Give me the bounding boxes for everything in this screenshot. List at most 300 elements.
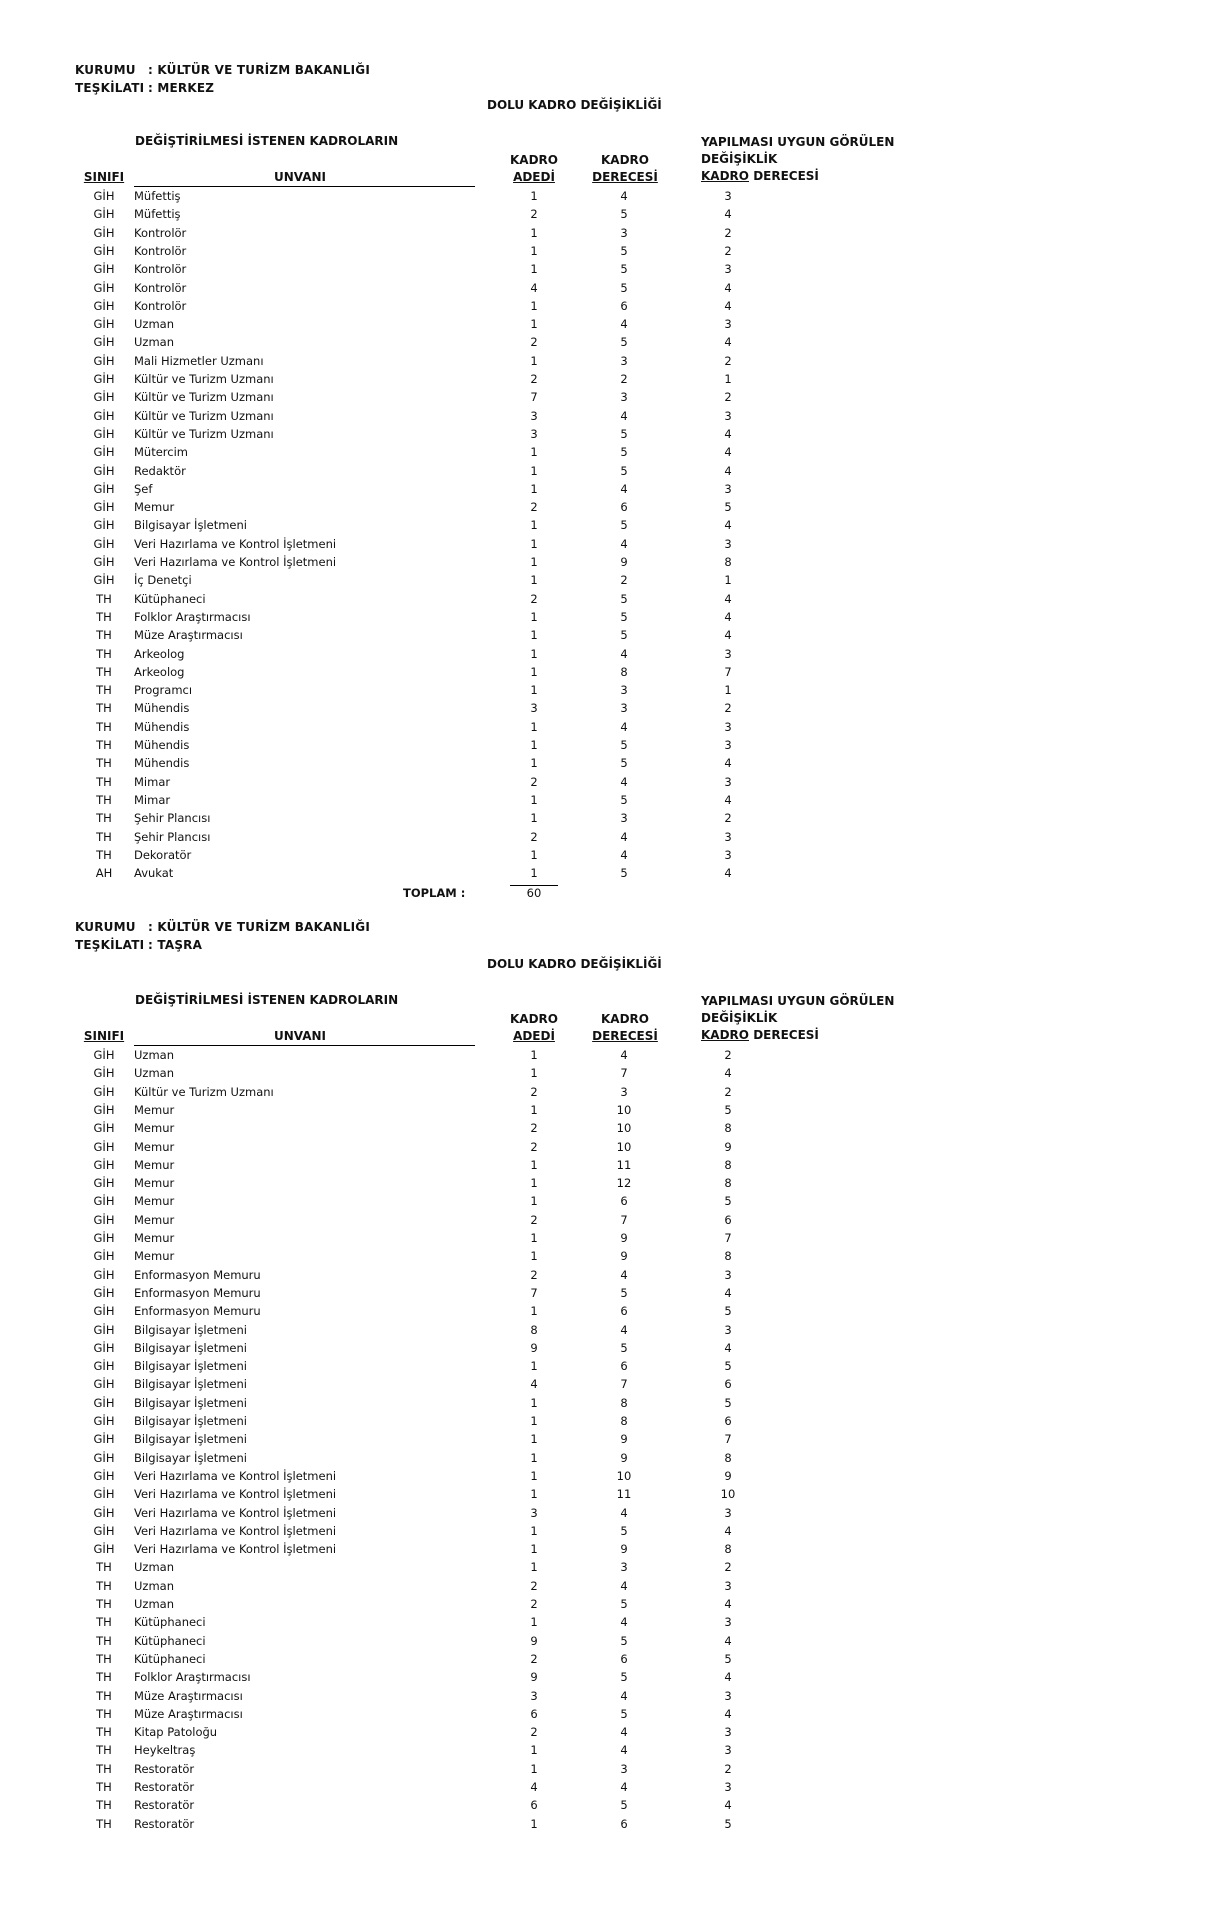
cell-kadro-derecesi: 5 (620, 280, 628, 295)
right-title-kadro: KADRO (701, 169, 749, 183)
cell-unvan: Heykeltraş (134, 1743, 196, 1758)
cell-kadro-adedi: 1 (530, 225, 538, 240)
cell-sinif: GİH (93, 1322, 115, 1337)
cell-kadro-derecesi: 4 (620, 847, 628, 862)
cell-kadro-derecesi: 5 (620, 591, 628, 606)
cell-kadro-derecesi: 8 (620, 1414, 628, 1428)
cell-sinif: GİH (93, 1377, 115, 1392)
cell-kadro-derecesi: 10 (616, 1139, 632, 1154)
cell-kadro-derecesi: 10 (616, 1102, 632, 1117)
cell-kadro-adedi: 3 (530, 426, 538, 441)
cell-kadro-adedi: 2 (530, 335, 538, 350)
cell-kadro-adedi: 1 (530, 189, 538, 203)
cell-yeni-derece: 2 (724, 390, 732, 405)
cell-sinif: GİH (93, 1048, 115, 1062)
cell-unvan: Bilgisayar İşletmeni (134, 1432, 247, 1447)
cell-sinif: AH (95, 866, 113, 881)
cell-sinif: TH (96, 756, 112, 771)
cell-yeni-derece: 4 (724, 756, 732, 771)
cell-unvan: Memur (134, 1231, 175, 1245)
col-header-derece (580, 1011, 670, 1045)
cell-kadro-adedi: 2 (530, 591, 538, 606)
cell-kadro-adedi: 1 (530, 1048, 538, 1062)
cell-kadro-derecesi: 3 (620, 683, 628, 698)
kurumu-value: : KÜLTÜR VE TURİZM BAKANLIĞI (148, 63, 371, 77)
cell-unvan: Veri Hazırlama ve Kontrol İşletmeni (134, 536, 337, 551)
cell-kadro-derecesi: 11 (616, 1487, 632, 1502)
cell-yeni-derece: 5 (724, 1304, 732, 1319)
cell-kadro-derecesi: 3 (620, 353, 628, 368)
cell-unvan: Mühendis (134, 719, 190, 734)
cell-kadro-derecesi: 4 (620, 1688, 628, 1703)
col-header-sinif: SINIFI (83, 1029, 125, 1043)
cell-kadro-derecesi: 4 (620, 1322, 628, 1337)
cell-unvan: Dekoratör (134, 847, 192, 862)
col-header-unvan: UNVANI (273, 1029, 327, 1043)
cell-kadro-derecesi: 5 (620, 426, 628, 441)
cell-yeni-derece: 4 (724, 1285, 732, 1300)
cell-yeni-derece: 1 (724, 372, 732, 386)
cell-yeni-derece: 2 (724, 1560, 732, 1575)
cell-sinif: TH (96, 719, 112, 734)
cell-unvan: Memur (134, 1176, 175, 1191)
col-header-adet-2: ADEDİ (513, 1029, 555, 1043)
kurumu-line (75, 63, 370, 77)
cell-sinif: GİH (93, 1304, 115, 1319)
cell-kadro-derecesi: 4 (620, 408, 628, 423)
cell-sinif: GİH (93, 1249, 115, 1264)
cell-yeni-derece: 3 (724, 262, 732, 277)
cell-kadro-adedi: 1 (530, 536, 538, 551)
col-header-unvan: UNVANI (273, 170, 327, 184)
teskilati-label: TEŞKİLATI (75, 81, 145, 95)
cell-yeni-derece: 4 (724, 792, 732, 807)
cell-yeni-derece: 2 (724, 811, 732, 826)
cell-yeni-derece: 4 (724, 1706, 732, 1721)
cell-yeni-derece: 4 (724, 463, 732, 478)
cell-kadro-derecesi: 5 (620, 1285, 628, 1300)
kurumu-value: : KÜLTÜR VE TURİZM BAKANLIĞI (148, 920, 371, 934)
cell-kadro-adedi: 1 (530, 1414, 538, 1428)
cell-sinif: GİH (93, 262, 115, 277)
cell-unvan: Kültür ve Turizm Uzmanı (134, 426, 274, 441)
col-header-adet (496, 1011, 572, 1045)
cell-unvan: Bilgisayar İşletmeni (134, 1414, 247, 1428)
cell-unvan: Restoratör (134, 1761, 195, 1776)
cell-unvan: Kontrolör (134, 243, 187, 258)
doc-title: DOLU KADRO DEĞİŞİKLİĞİ (487, 957, 662, 971)
cell-unvan: Veri Hazırlama ve Kontrol İşletmeni (134, 1542, 337, 1557)
cell-yeni-derece: 2 (724, 1084, 732, 1099)
cell-kadro-derecesi: 10 (616, 1121, 632, 1136)
cell-yeni-derece: 3 (724, 719, 732, 734)
col-header-adet (496, 152, 572, 186)
cell-sinif: GİH (93, 207, 115, 222)
teskilati-label: TEŞKİLATI (75, 938, 145, 952)
cell-yeni-derece: 3 (724, 408, 732, 423)
cell-unvan: Arkeolog (134, 646, 185, 661)
cell-sinif: GİH (93, 536, 115, 551)
col-header-sinif: SINIFI (83, 170, 125, 184)
cell-yeni-derece: 4 (724, 1633, 732, 1648)
cell-unvan: Kültür ve Turizm Uzmanı (134, 372, 274, 386)
cell-kadro-adedi: 1 (530, 1432, 538, 1447)
cell-kadro-adedi: 2 (530, 774, 538, 789)
cell-sinif: GİH (93, 445, 115, 460)
cell-sinif: GİH (93, 1121, 115, 1136)
teskilati-value: : MERKEZ (148, 81, 215, 95)
cell-unvan: Müfettiş (134, 207, 181, 222)
cell-kadro-adedi: 1 (530, 262, 538, 277)
cell-yeni-derece: 8 (724, 1121, 732, 1136)
cell-kadro-derecesi: 7 (620, 1377, 628, 1392)
cell-sinif: GİH (93, 1468, 115, 1483)
cell-unvan: Memur (134, 500, 175, 515)
cell-sinif: TH (96, 811, 112, 826)
cell-kadro-derecesi: 4 (620, 646, 628, 661)
cell-unvan: Uzman (134, 1578, 174, 1593)
cell-yeni-derece: 3 (724, 829, 732, 844)
cell-sinif: GİH (93, 426, 115, 441)
cell-kadro-derecesi: 5 (620, 792, 628, 807)
cell-kadro-adedi: 2 (530, 1725, 538, 1740)
cell-yeni-derece: 2 (724, 225, 732, 240)
cell-sinif: TH (96, 1560, 112, 1575)
cell-sinif: GİH (93, 463, 115, 478)
cell-yeni-derece: 3 (724, 1615, 732, 1630)
cell-yeni-derece: 8 (724, 555, 732, 569)
cell-sinif: TH (96, 664, 112, 679)
cell-yeni-derece: 7 (724, 664, 732, 679)
cell-unvan: Bilgisayar İşletmeni (134, 1395, 247, 1410)
cell-kadro-derecesi: 3 (620, 811, 628, 826)
cell-unvan: Veri Hazırlama ve Kontrol İşletmeni (134, 1468, 337, 1483)
cell-unvan: Restoratör (134, 1798, 195, 1813)
cell-yeni-derece: 4 (724, 298, 732, 313)
cell-sinif: GİH (93, 1084, 115, 1099)
cell-kadro-adedi: 2 (530, 1578, 538, 1593)
cell-kadro-derecesi: 12 (616, 1176, 632, 1191)
cell-unvan: Mühendis (134, 701, 190, 716)
cell-kadro-derecesi: 7 (620, 1066, 628, 1081)
cell-kadro-adedi: 1 (530, 518, 538, 533)
cell-sinif: TH (96, 1615, 112, 1630)
cell-kadro-derecesi: 6 (620, 500, 628, 515)
cell-kadro-adedi: 1 (530, 1359, 538, 1374)
cell-sinif: GİH (93, 298, 115, 313)
cell-yeni-derece: 2 (724, 1761, 732, 1776)
cell-unvan: Mimar (134, 774, 171, 789)
cell-kadro-derecesi: 3 (620, 225, 628, 240)
cell-kadro-derecesi: 9 (620, 1542, 628, 1557)
cell-kadro-adedi: 1 (530, 1157, 538, 1172)
cell-yeni-derece: 10 (720, 1487, 736, 1502)
cell-sinif: TH (96, 1578, 112, 1593)
cell-kadro-derecesi: 5 (620, 262, 628, 277)
col-header-derece-2: DERECESİ (592, 1029, 658, 1043)
cell-unvan: Folklor Araştırmacısı (134, 609, 251, 624)
teskilati-value: : TAŞRA (148, 938, 203, 952)
cell-kadro-derecesi: 3 (620, 1761, 628, 1776)
cell-unvan: Müze Araştırmacısı (134, 1706, 243, 1721)
cell-yeni-derece: 3 (724, 1688, 732, 1703)
cell-unvan: Memur (134, 1212, 175, 1227)
cell-kadro-adedi: 1 (530, 1523, 538, 1538)
cell-kadro-adedi: 1 (530, 1816, 538, 1831)
cell-kadro-derecesi: 5 (620, 1706, 628, 1721)
cell-kadro-derecesi: 6 (620, 1816, 628, 1831)
teskilati-line (75, 81, 214, 95)
kurumu-label: KURUMU (75, 63, 136, 77)
cell-yeni-derece: 9 (724, 1139, 732, 1154)
cell-kadro-adedi: 1 (530, 609, 538, 624)
cell-sinif: GİH (93, 225, 115, 240)
cell-yeni-derece: 2 (724, 1048, 732, 1062)
cell-kadro-derecesi: 4 (620, 1267, 628, 1282)
col-header-adet-1: KADRO (510, 153, 558, 167)
cell-yeni-derece: 3 (724, 1267, 732, 1282)
cell-sinif: TH (96, 738, 112, 752)
cell-kadro-derecesi: 5 (620, 445, 628, 460)
cell-kadro-adedi: 2 (530, 1121, 538, 1136)
cell-yeni-derece: 3 (724, 1743, 732, 1758)
total-value: 60 (526, 886, 542, 900)
cell-kadro-derecesi: 4 (620, 536, 628, 551)
cell-yeni-derece: 8 (724, 1542, 732, 1557)
right-title-line-1: YAPILMASI UYGUN GÖRÜLEN (701, 994, 895, 1008)
right-title (701, 993, 894, 1044)
cell-yeni-derece: 7 (724, 1432, 732, 1447)
cell-yeni-derece: 3 (724, 189, 732, 203)
cell-yeni-derece: 4 (724, 335, 732, 350)
cell-unvan: Kontrolör (134, 298, 187, 313)
col-header-adet-1: KADRO (510, 1012, 558, 1026)
cell-yeni-derece: 4 (724, 1798, 732, 1813)
cell-yeni-derece: 1 (724, 573, 732, 588)
cell-kadro-derecesi: 8 (620, 664, 628, 679)
cell-yeni-derece: 3 (724, 847, 732, 862)
cell-sinif: TH (96, 646, 112, 661)
cell-unvan: Bilgisayar İşletmeni (134, 1377, 247, 1392)
cell-kadro-derecesi: 3 (620, 390, 628, 405)
cell-yeni-derece: 3 (724, 1780, 732, 1794)
cell-kadro-derecesi: 4 (620, 1615, 628, 1630)
col-header-derece-1: KADRO (601, 153, 649, 167)
right-title-line-3 (701, 1027, 894, 1044)
cell-kadro-derecesi: 4 (620, 481, 628, 496)
cell-kadro-adedi: 3 (530, 408, 538, 423)
cell-kadro-adedi: 2 (530, 372, 538, 386)
cell-unvan: Mühendis (134, 756, 190, 771)
cell-kadro-adedi: 4 (530, 1377, 538, 1392)
cell-sinif: GİH (93, 1285, 115, 1300)
cell-unvan: Bilgisayar İşletmeni (134, 1322, 247, 1337)
cell-kadro-derecesi: 9 (620, 1231, 628, 1245)
cell-yeni-derece: 7 (724, 1231, 732, 1245)
cell-unvan: Memur (134, 1102, 175, 1117)
cell-unvan: Bilgisayar İşletmeni (134, 518, 247, 533)
cell-unvan: Müze Araştırmacısı (134, 628, 243, 643)
cell-sinif: TH (96, 1780, 112, 1794)
cell-yeni-derece: 4 (724, 1066, 732, 1081)
cell-kadro-adedi: 1 (530, 1194, 538, 1209)
cell-yeni-derece: 2 (724, 353, 732, 368)
cell-kadro-adedi: 2 (530, 1651, 538, 1666)
cell-unvan: Veri Hazırlama ve Kontrol İşletmeni (134, 1523, 337, 1538)
cell-yeni-derece: 4 (724, 1670, 732, 1685)
cell-unvan: Bilgisayar İşletmeni (134, 1340, 247, 1355)
cell-sinif: GİH (93, 1359, 115, 1374)
cell-unvan: Veri Hazırlama ve Kontrol İşletmeni (134, 1487, 337, 1502)
total-label: TOPLAM : (403, 886, 466, 900)
cell-yeni-derece: 4 (724, 1523, 732, 1538)
cell-unvan: Restoratör (134, 1816, 195, 1831)
cell-yeni-derece: 4 (724, 609, 732, 624)
cell-kadro-adedi: 1 (530, 792, 538, 807)
cell-kadro-derecesi: 5 (620, 1597, 628, 1611)
cell-kadro-derecesi: 5 (620, 609, 628, 624)
cell-yeni-derece: 4 (724, 207, 732, 222)
kurumu-line (75, 920, 370, 934)
cell-unvan: Kültür ve Turizm Uzmanı (134, 1084, 274, 1099)
cell-kadro-adedi: 3 (530, 1505, 538, 1520)
cell-unvan: Kontrolör (134, 280, 187, 295)
cell-sinif: TH (96, 774, 112, 789)
cell-sinif: TH (96, 1651, 112, 1666)
cell-kadro-derecesi: 4 (620, 829, 628, 844)
cell-unvan: Mali Hizmetler Uzmanı (134, 353, 264, 368)
cell-kadro-adedi: 1 (530, 555, 538, 569)
cell-unvan: Kütüphaneci (134, 1615, 206, 1630)
cell-kadro-adedi: 1 (530, 1176, 538, 1191)
cell-yeni-derece: 4 (724, 1340, 732, 1355)
cell-unvan: Uzman (134, 1597, 174, 1611)
cell-kadro-adedi: 6 (530, 1798, 538, 1813)
cell-sinif: GİH (93, 518, 115, 533)
cell-unvan: Veri Hazırlama ve Kontrol İşletmeni (134, 1505, 337, 1520)
cell-sinif: TH (96, 609, 112, 624)
right-title-derecesi: DERECESİ (753, 1028, 819, 1042)
cell-kadro-adedi: 1 (530, 1468, 538, 1483)
cell-kadro-derecesi: 5 (620, 1523, 628, 1538)
cell-yeni-derece: 5 (724, 1194, 732, 1209)
cell-yeni-derece: 8 (724, 1176, 732, 1191)
cell-kadro-derecesi: 5 (620, 756, 628, 771)
cell-yeni-derece: 8 (724, 1157, 732, 1172)
cell-kadro-derecesi: 5 (620, 1340, 628, 1355)
cell-kadro-adedi: 7 (530, 390, 538, 405)
cell-unvan: Kontrolör (134, 225, 187, 240)
cell-sinif: GİH (93, 1176, 115, 1191)
cell-yeni-derece: 5 (724, 1102, 732, 1117)
cell-yeni-derece: 3 (724, 1505, 732, 1520)
cell-yeni-derece: 1 (724, 683, 732, 698)
cell-yeni-derece: 3 (724, 738, 732, 752)
cell-kadro-adedi: 1 (530, 1761, 538, 1776)
cell-kadro-derecesi: 3 (620, 1084, 628, 1099)
cell-unvan: Kültür ve Turizm Uzmanı (134, 390, 274, 405)
cell-sinif: TH (96, 1670, 112, 1685)
cell-kadro-derecesi: 5 (620, 1798, 628, 1813)
cell-kadro-derecesi: 9 (620, 1249, 628, 1264)
cell-sinif: GİH (93, 481, 115, 496)
cell-sinif: GİH (93, 335, 115, 350)
cell-kadro-adedi: 3 (530, 1688, 538, 1703)
cell-kadro-adedi: 2 (530, 1212, 538, 1227)
cell-kadro-adedi: 2 (530, 500, 538, 515)
cell-sinif: GİH (93, 1432, 115, 1447)
cell-sinif: TH (96, 683, 112, 698)
cell-sinif: GİH (93, 1395, 115, 1410)
cell-unvan: İç Denetçi (134, 573, 192, 588)
cell-yeni-derece: 4 (724, 1597, 732, 1611)
cell-yeni-derece: 4 (724, 280, 732, 295)
cell-unvan: Memur (134, 1157, 175, 1172)
cell-unvan: Uzman (134, 1066, 174, 1081)
cell-kadro-derecesi: 3 (620, 701, 628, 716)
cell-kadro-derecesi: 4 (620, 1743, 628, 1758)
cell-sinif: GİH (93, 1414, 115, 1428)
cell-unvan: Uzman (134, 335, 174, 350)
cell-kadro-derecesi: 4 (620, 189, 628, 203)
cell-kadro-derecesi: 8 (620, 1395, 628, 1410)
cell-kadro-derecesi: 5 (620, 738, 628, 752)
cell-unvan: Kütüphaneci (134, 591, 206, 606)
cell-yeni-derece: 4 (724, 591, 732, 606)
cell-yeni-derece: 3 (724, 1578, 732, 1593)
cell-kadro-adedi: 7 (530, 1285, 538, 1300)
cell-sinif: TH (96, 1597, 112, 1611)
cell-kadro-adedi: 3 (530, 701, 538, 716)
cell-yeni-derece: 3 (724, 317, 732, 332)
cell-kadro-adedi: 1 (530, 628, 538, 643)
cell-yeni-derece: 3 (724, 1725, 732, 1740)
cell-unvan: Kitap Patoloğu (134, 1725, 218, 1740)
cell-unvan: Memur (134, 1249, 175, 1264)
cell-unvan: Mütercim (134, 445, 188, 460)
cell-yeni-derece: 2 (724, 701, 732, 716)
cell-kadro-adedi: 1 (530, 811, 538, 826)
right-title-derecesi: DERECESİ (753, 169, 819, 183)
cell-kadro-adedi: 1 (530, 1615, 538, 1630)
cell-unvan: Programcı (134, 683, 193, 698)
cell-yeni-derece: 3 (724, 774, 732, 789)
cell-kadro-derecesi: 5 (620, 628, 628, 643)
cell-kadro-adedi: 9 (530, 1340, 538, 1355)
cell-unvan: Müze Araştırmacısı (134, 1688, 243, 1703)
teskilati-line (75, 938, 202, 952)
cell-unvan: Müfettiş (134, 189, 181, 203)
cell-unvan: Şef (134, 481, 153, 496)
cell-unvan: Avukat (134, 866, 174, 881)
right-title (701, 134, 894, 185)
cell-kadro-derecesi: 5 (620, 463, 628, 478)
cell-sinif: TH (96, 1816, 112, 1831)
cell-unvan: Kültür ve Turizm Uzmanı (134, 408, 274, 423)
cell-sinif: GİH (93, 555, 115, 569)
cell-kadro-adedi: 1 (530, 847, 538, 862)
cell-yeni-derece: 3 (724, 1322, 732, 1337)
cell-kadro-adedi: 1 (530, 1102, 538, 1117)
cell-kadro-adedi: 4 (530, 280, 538, 295)
cell-sinif: TH (96, 847, 112, 862)
cell-kadro-derecesi: 4 (620, 774, 628, 789)
cell-kadro-derecesi: 7 (620, 1212, 628, 1227)
cell-kadro-adedi: 1 (530, 1487, 538, 1502)
cell-yeni-derece: 4 (724, 426, 732, 441)
cell-kadro-derecesi: 6 (620, 1359, 628, 1374)
cell-sinif: GİH (93, 280, 115, 295)
